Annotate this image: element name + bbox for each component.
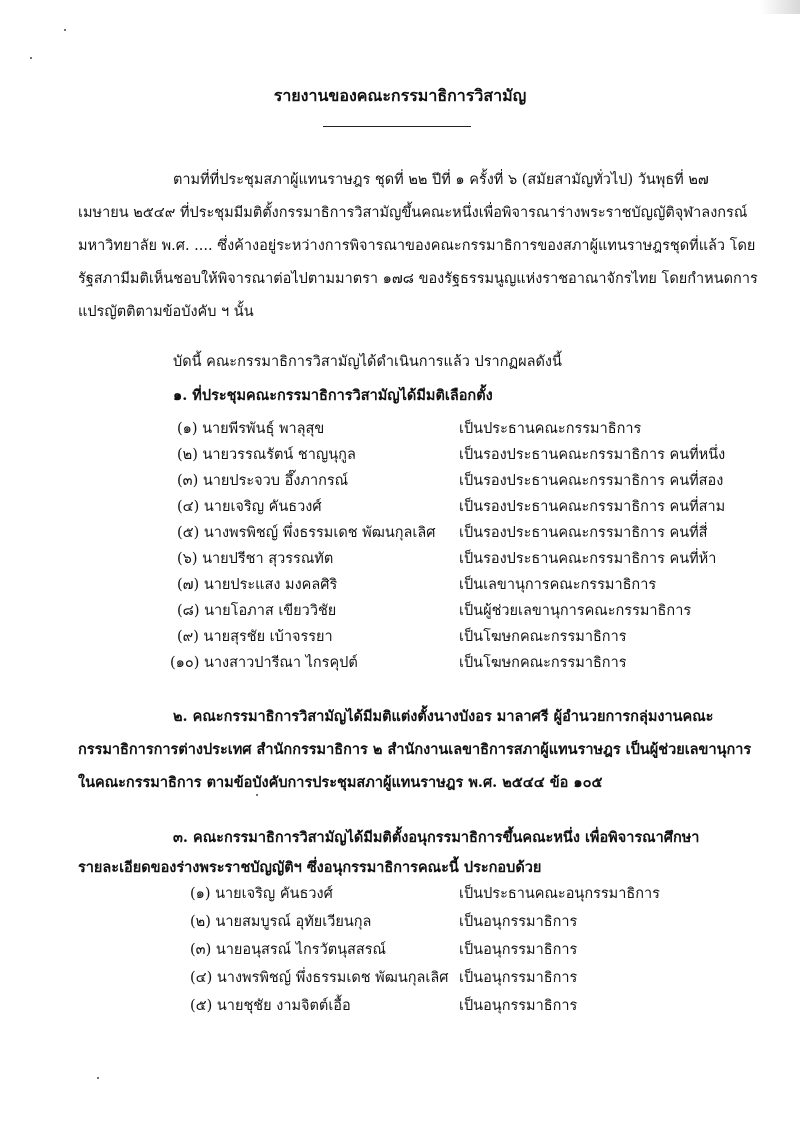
scan-speck [97,1077,99,1079]
member-role: เป็นรองประธานคณะกรรมาธิการ คนที่หนึ่ง [459,447,726,463]
title-underline [323,126,471,127]
member-name: (๑๐) นางสาวปารีณา ไกรคุปต์ [170,655,358,671]
intro-line: รัฐสภามีมติเห็นชอบให้พิจารณาต่อไปตามมาตรา ๑๗๘ ของรัฐธรรมนูญแห่งราชอาณาจักรไทย โดยกำหนดการ [78,271,758,287]
member-name: (๘) นายโอภาส เขียววิชัย [177,603,337,619]
section1-heading: ๑. ที่ประชุมคณะกรรมาธิการวิสามัญได้มีมติเลือกตั้ง [173,387,493,404]
intro-line: มหาวิทยาลัย พ.ศ. .... ซึ่งค้างอยู่ระหว่างการพิจารณาของคณะกรรมาธิการของสภาผู้แทนราษฎรชุดที่แล้ว โดย [78,238,756,254]
member-role: เป็นผู้ช่วยเลขานุการคณะกรรมาธิการ [459,603,692,619]
member-role: เป็นรองประธานคณะกรรมาธิการ คนที่สอง [459,473,724,489]
member-role: เป็นรองประธานคณะกรรมาธิการ คนที่สี่ [459,525,708,541]
results-intro: บัดนี้ คณะกรรมาธิการวิสามัญได้ดำเนินการแล้ว ปรากฏผลดังนี้ [173,354,562,370]
subcommittee-member-name: (๒) นายสมบูรณ์ อุทัยเวียนกุล [190,914,372,930]
member-role: เป็นโฆษกคณะกรรมาธิการ [459,655,627,671]
subcommittee-member-name: (๑) นายเจริญ คันธวงศ์ [190,886,333,902]
member-role: เป็นเลขานุการคณะกรรมาธิการ [459,577,657,593]
section3-line: รายละเอียดของร่างพระราชบัญญัติฯ ซึ่งอนุกรรมาธิการคณะนี้ ประกอบด้วย [78,859,542,876]
section3-line: ๓. คณะกรรมาธิการวิสามัญได้มีมติตั้งอนุกรรมาธิการขึ้นคณะหนึ่ง เพื่อพิจารณาศึกษา [173,829,700,846]
scan-speck [30,57,32,59]
intro-line: ตามที่ที่ประชุมสภาผู้แทนราษฎร ชุดที่ ๒๒ ปีที่ ๑ ครั้งที่ ๖ (สมัยสามัญทั่วไป) วันพุธที่ ๒๗ [173,172,709,188]
scan-speck [64,29,66,31]
subcommittee-member-role: เป็นอนุกรรมาธิการ [459,914,578,930]
intro-line: แปรญัตติตามข้อบังคับ ฯ นั้น [78,304,254,320]
scan-shadow [760,0,800,14]
subcommittee-member-role: เป็นอนุกรรมาธิการ [459,998,578,1014]
section2-line: กรรมาธิการการต่างประเทศ สำนักกรรมาธิการ ๒ สำนักงานเลขาธิการสภาผู้แทนราษฎร เป็นผู้ช่วยเลขานุการ [78,741,752,758]
member-role: เป็นโฆษกคณะกรรมาธิการ [459,629,627,645]
member-name: (๕) นางพรพิชญ์ พึ่งธรรมเดช พัฒนกุลเลิศ [177,525,436,541]
scan-speck [256,794,258,796]
section2-line: ในคณะกรรมาธิการ ตามข้อบังคับการประชุมสภาผู้แทนราษฎร พ.ศ. ๒๕๔๔ ข้อ ๑๐๕ [78,774,603,791]
member-role: เป็นรองประธานคณะกรรมาธิการ คนที่ห้า [459,551,717,567]
member-role: เป็นประธานคณะกรรมาธิการ [459,421,642,437]
member-name: (๒) นายวรรณรัตน์ ชาญนุกูล [177,447,356,463]
member-name: (๑) นายพีรพันธุ์ พาลุสุข [177,421,325,437]
section2-line: ๒. คณะกรรมาธิการวิสามัญได้มีมติแต่งตั้งนางบังอร มาลาศรี ผู้อำนวยการกลุ่มงานคณะ [173,708,714,725]
intro-line: เมษายน ๒๕๔๙ ที่ประชุมมีมติตั้งกรรมาธิการวิสามัญขึ้นคณะหนึ่งเพื่อพิจารณาร่างพระราชบัญญัติจุฬาลงกรณ์ [78,205,748,221]
member-name: (๖) นายปรีชา สุวรรณทัต [177,551,334,567]
subcommittee-member-role: เป็นประธานคณะอนุกรรมาธิการ [459,886,660,902]
subcommittee-member-name: (๕) นายชุชัย งามจิตต์เอื้อ [190,998,351,1014]
member-name: (๔) นายเจริญ คันธวงศ์ [177,499,322,515]
subcommittee-member-name: (๔) นางพรพิชญ์ พึ่งธรรมเดช พัฒนกุลเลิศ [190,970,449,986]
page-title: รายงานของคณะกรรมาธิการวิสามัญ [273,86,527,105]
subcommittee-member-role: เป็นอนุกรรมาธิการ [459,970,578,986]
member-name: (๙) นายสุรชัย เบ้าจรรยา [177,629,333,645]
member-role: เป็นรองประธานคณะกรรมาธิการ คนที่สาม [459,499,726,515]
member-name: (๗) นายประแสง มงคลศิริ [177,577,338,593]
member-name: (๓) นายประจวบ อึ๊งภากรณ์ [177,473,349,489]
subcommittee-member-role: เป็นอนุกรรมาธิการ [459,942,578,958]
subcommittee-member-name: (๓) นายอนุสรณ์ ไกรวัตนุสสรณ์ [190,942,386,958]
